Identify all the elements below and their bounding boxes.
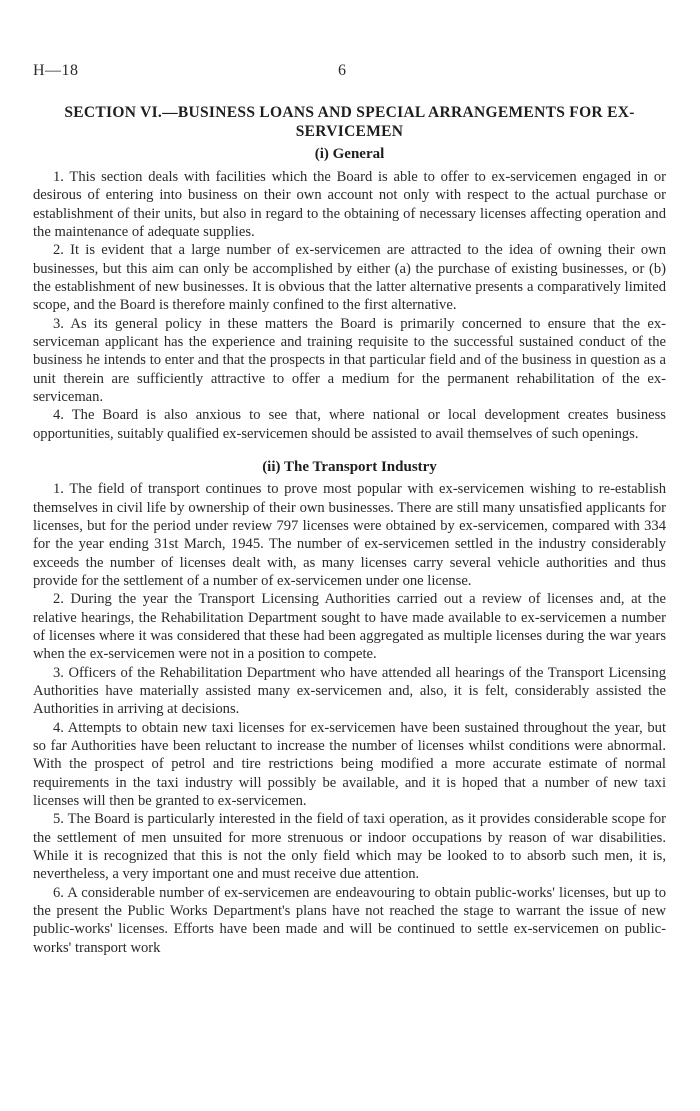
section-title: SECTION VI.—BUSINESS LOANS AND SPECIAL ARRANGEMENTS FOR EX-SERVICEMEN xyxy=(64,104,635,140)
subsection-heading-transport: (ii) The Transport Industry xyxy=(262,459,437,476)
general-section xyxy=(33,168,666,443)
running-header xyxy=(33,62,667,82)
subsection-heading-general: (i) General xyxy=(314,146,385,162)
transport-section xyxy=(33,480,666,957)
page-number: 6 xyxy=(338,62,346,79)
transport-paragraph-4: 4. Attempts to obtain new taxi licenses for ex-servicemen have been sustained throughout the year, but so far Authorities have been reluctant to increase the number of licenses whilst conditions were abnormal. With the prospect of petrol and tire restrictions being modified a more accurate estimate of normal requirements in the taxi industry will possibly be available, and it is hoped that a number of new taxi licenses will then be granted to ex-servicemen. xyxy=(33,719,666,809)
transport-paragraph-1: 1. The field of transport continues to prove most popular with ex-servicemen wishing to re-establish themselves in civil life by ownership of their own businesses. There are still many unsatisfied applicants for licenses, but for the period under review 797 licenses were obtained by ex-servicemen, compared with 334 for the year ending 31st March, 1945. The number of ex-servicemen settled in the industry considerably exceeds the number of licenses dealt with, as many licenses carry several vehicle authorities and thus provide for the settlement of a number of ex-servicemen under one license. xyxy=(33,481,666,589)
general-paragraph-3: 3. As its general policy in these matters the Board is primarily concerned to ensure that the ex-serviceman applicant has the experience and training requisite to the successful sustained conduct of the business he intends to enter and that the prospects in that particular field and of the business in question as a unit therein are sufficiently attractive to offer a medium for the permanent rehabilitation of the ex-serviceman. xyxy=(33,315,666,406)
general-paragraph-2: 2. It is evident that a large number of ex-servicemen are attracted to the idea of owning their own businesses, but this aim can only be accomplished by either (a) the purchase of existing businesses, or (b) the establishment of new businesses. It is obvious that the latter alternative presents a comparatively limited scope, and the Board is therefore mainly confined to the first alternative. xyxy=(33,242,666,314)
page-content xyxy=(33,103,666,957)
transport-paragraph-6: 6. A considerable number of ex-servicemen are endeavouring to obtain public-works' licenses, but up to the present the Public Works Department's plans have not reached the stage to warrant the issue of new public-works' licenses. Efforts have been made and will be continued to settle ex-servicemen on public-works' transport work xyxy=(33,884,666,956)
general-paragraph-1: 1. This section deals with facilities which the Board is able to offer to ex-servicemen engaged in or desirous of entering into business on their own account not only with respect to the actual purchase or establishment of their units, but also in regard to the obtaining of necessary licenses affecting operation and the maintenance of adequate supplies. xyxy=(33,169,666,241)
transport-paragraph-5: 5. The Board is particularly interested in the field of taxi operation, as it provides considerable scope for the settlement of men unsuited for more strenuous or indoor occupations by reason of war disabilities. While it is recognized that this is not the only field which may be looked to to absorb such men, it is, nevertheless, a very important one and must receive due attention. xyxy=(33,811,666,883)
transport-paragraph-2: 2. During the year the Transport Licensing Authorities carried out a review of licenses and, at the relative hearings, the Rehabilitation Department sought to have made available to ex-servicemen a number of licenses where it was considered that these had been aggregated as multiple licenses during the war years when the ex-servicemen were not in a position to compete. xyxy=(33,591,666,663)
general-paragraph-4: 4. The Board is also anxious to see that, where national or local development creates business opportunities, suitably qualified ex-servicemen should be assisted to avail themselves of such openings. xyxy=(33,407,666,442)
transport-paragraph-3: 3. Officers of the Rehabilitation Department who have attended all hearings of the Transport Licensing Authorities have materially assisted many ex-servicemen and, also, it is felt, considerably assisted the Authorities in arriving at decisions. xyxy=(33,664,666,718)
page-code: H—18 xyxy=(33,62,79,79)
